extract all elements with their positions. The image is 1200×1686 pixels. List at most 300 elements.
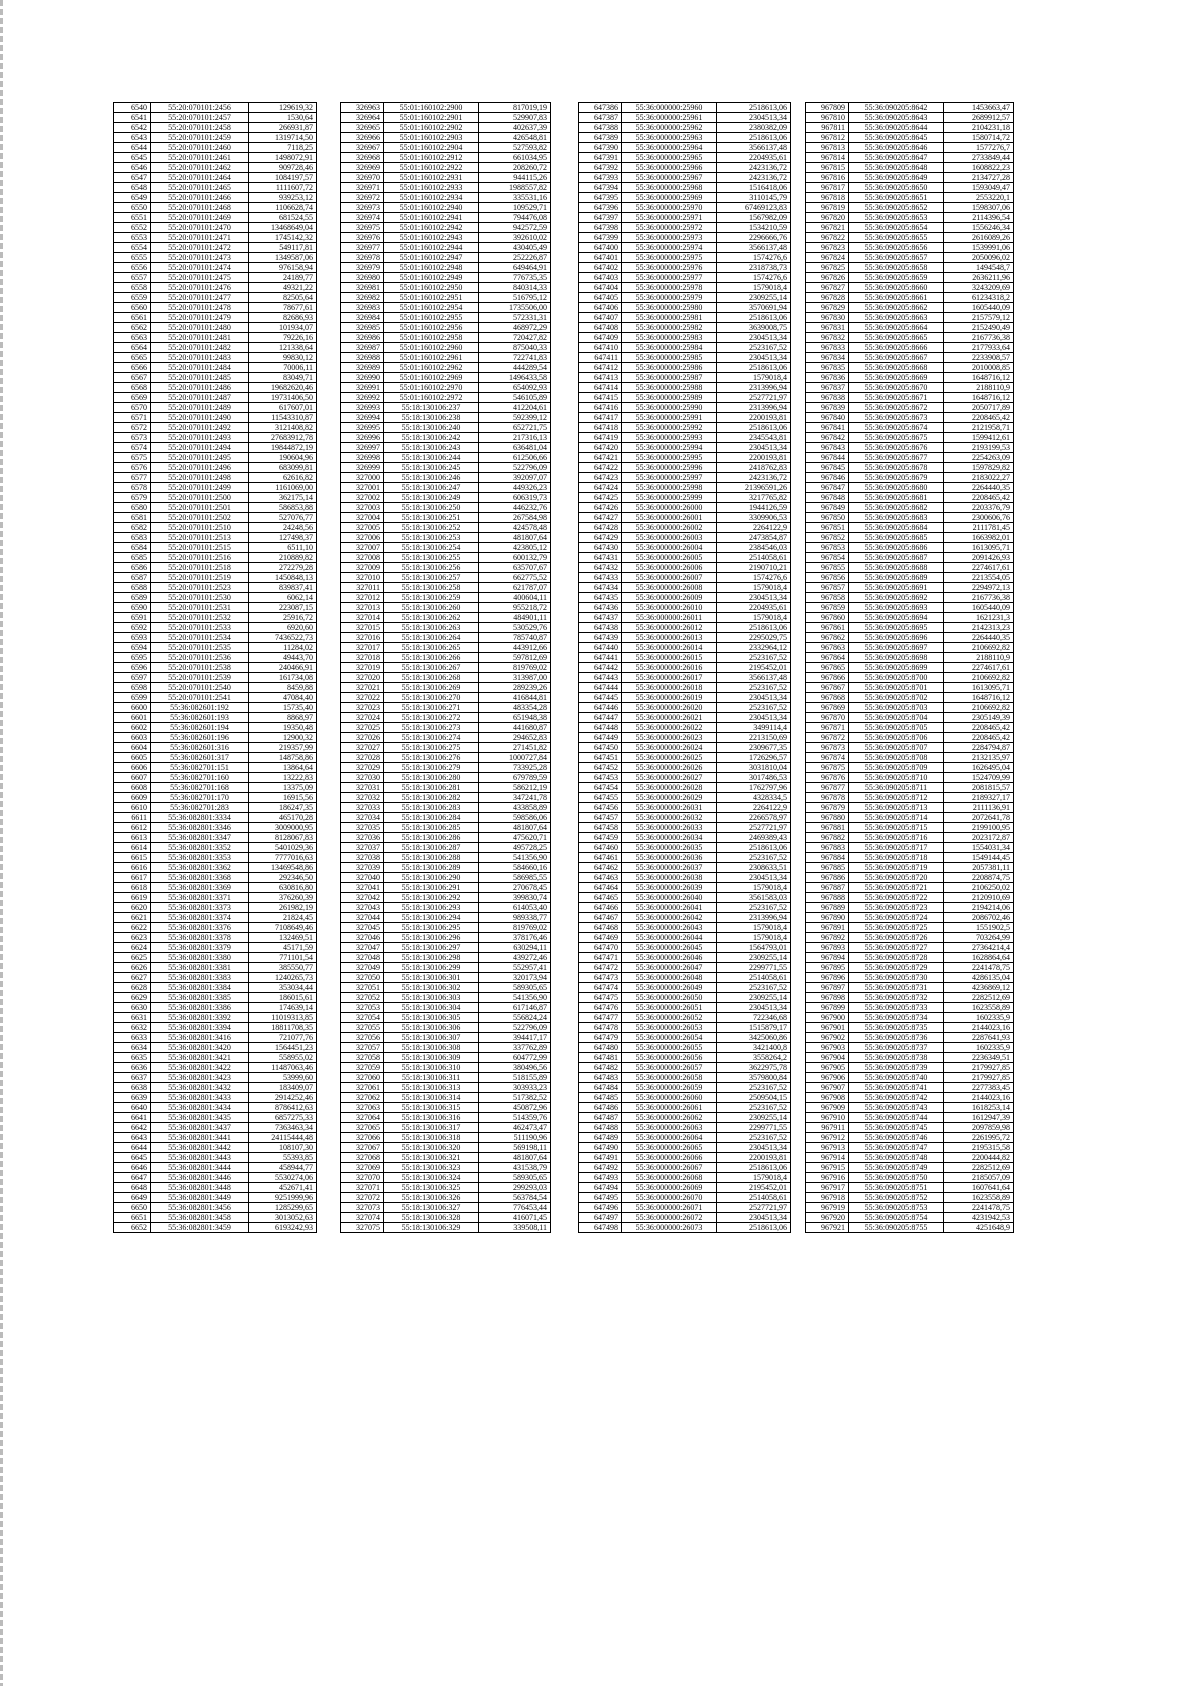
table-row xyxy=(341,493,551,503)
cadastral-number: 55:36:000000:26058 xyxy=(622,1073,717,1083)
cadastral-number: 55:36:090205:8694 xyxy=(849,613,944,623)
table-row xyxy=(341,923,551,933)
row-number: 326980 xyxy=(341,273,384,283)
cadastral-value: 2423136,72 xyxy=(717,473,791,483)
cadastral-value: 2616089,26 xyxy=(944,233,1014,243)
cadastral-number: 55:36:082601:194 xyxy=(151,723,249,733)
cadastral-number: 55:18:130106:260 xyxy=(384,603,479,613)
cadastral-value: 303933,23 xyxy=(479,1083,551,1093)
cadastral-number: 55:36:090205:8705 xyxy=(849,723,944,733)
cadastral-value: 683099,81 xyxy=(249,463,317,473)
row-number: 6640 xyxy=(114,1103,151,1113)
cadastral-value: 450872,96 xyxy=(479,1103,551,1113)
cadastral-value: 2345543,81 xyxy=(717,433,791,443)
table-row xyxy=(114,113,317,123)
row-number: 6577 xyxy=(114,473,151,483)
row-number: 6586 xyxy=(114,563,151,573)
cadastral-number: 55:18:130106:280 xyxy=(384,773,479,783)
cadastral-value: 2200193,81 xyxy=(717,453,791,463)
table-row xyxy=(114,403,317,413)
row-number: 6599 xyxy=(114,693,151,703)
row-number: 6579 xyxy=(114,493,151,503)
row-number: 6621 xyxy=(114,913,151,923)
table-row xyxy=(806,1103,1014,1113)
cadastral-value: 12900,32 xyxy=(249,733,317,743)
cadastral-number: 55:36:082701:170 xyxy=(151,793,249,803)
cadastral-number: 55:36:090205:8710 xyxy=(849,773,944,783)
table-row xyxy=(341,643,551,653)
cadastral-number: 55:18:130106:276 xyxy=(384,753,479,763)
row-number: 327051 xyxy=(341,983,384,993)
table-row xyxy=(341,1193,551,1203)
row-number: 967897 xyxy=(806,983,849,993)
cadastral-value: 394417,17 xyxy=(479,1033,551,1043)
cadastral-value: 2313996,94 xyxy=(717,913,791,923)
table-row xyxy=(806,1033,1014,1043)
table-row xyxy=(806,713,1014,723)
row-number: 326965 xyxy=(341,123,384,133)
cadastral-value: 1988557,82 xyxy=(479,183,551,193)
cadastral-number: 55:36:000000:26060 xyxy=(622,1093,717,1103)
table-row xyxy=(341,163,551,173)
cadastral-value: 1628864,64 xyxy=(944,953,1014,963)
table-row xyxy=(114,443,317,453)
row-number: 647455 xyxy=(579,793,622,803)
table-row xyxy=(579,1093,791,1103)
cadastral-number: 55:18:130106:281 xyxy=(384,783,479,793)
cadastral-value: 2304513,34 xyxy=(717,1143,791,1153)
table-row xyxy=(579,523,791,533)
row-number: 647417 xyxy=(579,413,622,423)
cadastral-value: 444289,54 xyxy=(479,363,551,373)
cadastral-value: 3566137,48 xyxy=(717,243,791,253)
table-row xyxy=(114,793,317,803)
cadastral-number: 55:36:082801:3369 xyxy=(151,883,249,893)
cadastral-number: 55:20:070101:2458 xyxy=(151,123,249,133)
cadastral-number: 55:36:000000:25970 xyxy=(622,203,717,213)
cadastral-number: 55:36:000000:26014 xyxy=(622,643,717,653)
row-number: 327038 xyxy=(341,853,384,863)
row-number: 6634 xyxy=(114,1043,151,1053)
cadastral-value: 636481,04 xyxy=(479,443,551,453)
row-number: 647468 xyxy=(579,923,622,933)
cadastral-value: 2190710,21 xyxy=(717,563,791,573)
table-row xyxy=(341,1133,551,1143)
row-number: 967864 xyxy=(806,653,849,663)
cadastral-number: 55:36:000000:25964 xyxy=(622,143,717,153)
table-row xyxy=(806,113,1014,123)
cadastral-number: 55:01:160102:2948 xyxy=(384,263,479,273)
cadastral-value: 378176,46 xyxy=(479,933,551,943)
table-row xyxy=(806,443,1014,453)
cadastral-number: 55:36:000000:26008 xyxy=(622,583,717,593)
cadastral-number: 55:01:160102:2961 xyxy=(384,353,479,363)
row-number: 647390 xyxy=(579,143,622,153)
table-row xyxy=(114,1193,317,1203)
cadastral-value: 6857275,33 xyxy=(249,1113,317,1123)
table-row xyxy=(341,703,551,713)
cadastral-number: 55:36:090205:8674 xyxy=(849,423,944,433)
table-row xyxy=(579,883,791,893)
cadastral-value: 1161069,00 xyxy=(249,483,317,493)
cadastral-value: 2266578,97 xyxy=(717,813,791,823)
cadastral-value: 2527721,97 xyxy=(717,1203,791,1213)
table-row xyxy=(579,383,791,393)
row-number: 647473 xyxy=(579,973,622,983)
cadastral-value: 955218,72 xyxy=(479,603,551,613)
table-row xyxy=(114,573,317,583)
cadastral-value: 3561583,03 xyxy=(717,893,791,903)
row-number: 647489 xyxy=(579,1133,622,1143)
row-number: 967825 xyxy=(806,263,849,273)
cadastral-number: 55:36:090205:8654 xyxy=(849,223,944,233)
row-number: 327026 xyxy=(341,733,384,743)
row-number: 6643 xyxy=(114,1133,151,1143)
row-number: 6601 xyxy=(114,713,151,723)
cadastral-value: 3622975,78 xyxy=(717,1063,791,1073)
cadastral-number: 55:18:130106:302 xyxy=(384,983,479,993)
table-row xyxy=(114,1223,317,1233)
table-row xyxy=(806,1213,1014,1223)
cadastral-value: 1621231,3 xyxy=(944,613,1014,623)
cadastral-value: 2120910,69 xyxy=(944,893,1014,903)
cadastral-value: 2183022,27 xyxy=(944,473,1014,483)
cadastral-value: 313987,00 xyxy=(479,673,551,683)
table-row xyxy=(806,333,1014,343)
table-row xyxy=(806,403,1014,413)
cadastral-number: 55:36:000000:25996 xyxy=(622,463,717,473)
row-number: 326984 xyxy=(341,313,384,323)
cadastral-value: 2261995,72 xyxy=(944,1133,1014,1143)
cadastral-value: 392097,07 xyxy=(479,473,551,483)
cadastral-value: 589305,65 xyxy=(479,1173,551,1183)
cadastral-number: 55:36:090205:8684 xyxy=(849,523,944,533)
row-number: 967870 xyxy=(806,713,849,723)
table-row xyxy=(341,123,551,133)
table-row xyxy=(341,423,551,433)
cadastral-number: 55:18:130106:259 xyxy=(384,593,479,603)
row-number: 327033 xyxy=(341,803,384,813)
cadastral-value: 2152490,49 xyxy=(944,323,1014,333)
cadastral-value: 2134727,28 xyxy=(944,173,1014,183)
cadastral-number: 55:36:000000:26036 xyxy=(622,853,717,863)
cadastral-value: 529907,83 xyxy=(479,113,551,123)
table-row xyxy=(806,973,1014,983)
table-row xyxy=(806,193,1014,203)
table-row xyxy=(341,263,551,273)
cadastral-number: 55:36:090205:8696 xyxy=(849,633,944,643)
row-number: 327009 xyxy=(341,563,384,573)
cadastral-value: 621787,07 xyxy=(479,583,551,593)
cadastral-value: 552957,41 xyxy=(479,963,551,973)
cadastral-number: 55:36:090205:8739 xyxy=(849,1063,944,1073)
cadastral-number: 55:18:130106:317 xyxy=(384,1123,479,1133)
cadastral-value: 2236349,51 xyxy=(944,1053,1014,1063)
row-number: 967832 xyxy=(806,333,849,343)
cadastral-number: 55:18:130106:268 xyxy=(384,673,479,683)
row-number: 326996 xyxy=(341,433,384,443)
cadastral-value: 654092,93 xyxy=(479,383,551,393)
row-number: 6594 xyxy=(114,643,151,653)
cadastral-value: 270678,45 xyxy=(479,883,551,893)
row-number: 327046 xyxy=(341,933,384,943)
table-row xyxy=(341,943,551,953)
cadastral-number: 55:18:130106:306 xyxy=(384,1023,479,1033)
table-row xyxy=(341,763,551,773)
table-row xyxy=(579,553,791,563)
cadastral-value: 2733849,44 xyxy=(944,153,1014,163)
cadastral-value: 45171,59 xyxy=(249,943,317,953)
cadastral-number: 55:36:000000:26061 xyxy=(622,1103,717,1113)
table-row xyxy=(579,503,791,513)
table-row xyxy=(341,113,551,123)
table-row xyxy=(341,473,551,483)
cadastral-number: 55:18:130106:256 xyxy=(384,563,479,573)
table-row xyxy=(341,103,551,113)
cadastral-number: 55:36:082801:3459 xyxy=(151,1223,249,1233)
row-number: 6561 xyxy=(114,313,151,323)
cadastral-number: 55:36:000000:26045 xyxy=(622,943,717,953)
cadastral-value: 1524709,99 xyxy=(944,773,1014,783)
cadastral-value: 909728,46 xyxy=(249,163,317,173)
table-row xyxy=(806,653,1014,663)
cadastral-number: 55:20:070101:2510 xyxy=(151,523,249,533)
cadastral-value: 1726296,57 xyxy=(717,753,791,763)
table-row xyxy=(341,683,551,693)
cadastral-number: 55:20:070101:2465 xyxy=(151,183,249,193)
cadastral-number: 55:36:082801:3386 xyxy=(151,1003,249,1013)
table-row xyxy=(806,363,1014,373)
row-number: 647427 xyxy=(579,513,622,523)
cadastral-value: 2304513,34 xyxy=(717,1003,791,1013)
cadastral-number: 55:01:160102:2972 xyxy=(384,393,479,403)
table-row xyxy=(579,643,791,653)
cadastral-number: 55:36:000000:25963 xyxy=(622,133,717,143)
row-number: 967855 xyxy=(806,563,849,573)
cadastral-number: 55:20:070101:2485 xyxy=(151,373,249,383)
cadastral-value: 392610,02 xyxy=(479,233,551,243)
cadastral-number: 55:18:130106:296 xyxy=(384,933,479,943)
cadastral-value: 13222,83 xyxy=(249,773,317,783)
row-number: 967921 xyxy=(806,1223,849,1233)
table-column-3 xyxy=(578,102,791,1233)
cadastral-number: 55:36:082601:316 xyxy=(151,743,249,753)
cadastral-number: 55:36:000000:26006 xyxy=(622,563,717,573)
table-row xyxy=(579,783,791,793)
table-row xyxy=(341,623,551,633)
cadastral-value: 1285299,65 xyxy=(249,1203,317,1213)
row-number: 326970 xyxy=(341,173,384,183)
row-number: 326971 xyxy=(341,183,384,193)
table-row xyxy=(806,1223,1014,1233)
cadastral-number: 55:36:090205:8652 xyxy=(849,203,944,213)
table-row xyxy=(806,663,1014,673)
cadastral-value: 11543310,87 xyxy=(249,413,317,423)
cadastral-value: 1240265,73 xyxy=(249,973,317,983)
row-number: 967860 xyxy=(806,613,849,623)
row-number: 967820 xyxy=(806,213,849,223)
table-row xyxy=(579,753,791,763)
table-row xyxy=(341,1073,551,1083)
cadastral-number: 55:36:000000:26040 xyxy=(622,893,717,903)
table-row xyxy=(114,483,317,493)
cadastral-value: 2287641,93 xyxy=(944,1033,1014,1043)
row-number: 6591 xyxy=(114,613,151,623)
row-number: 327056 xyxy=(341,1033,384,1043)
table-row xyxy=(806,913,1014,923)
table-row xyxy=(114,683,317,693)
cadastral-value: 1626495,04 xyxy=(944,763,1014,773)
cadastral-value: 7363463,34 xyxy=(249,1123,317,1133)
cadastral-number: 55:36:000000:25976 xyxy=(622,263,717,273)
cadastral-number: 55:18:130106:275 xyxy=(384,743,479,753)
cadastral-number: 55:36:090205:8712 xyxy=(849,793,944,803)
row-number: 967823 xyxy=(806,243,849,253)
cadastral-value: 722741,83 xyxy=(479,353,551,363)
table-row xyxy=(114,293,317,303)
table-row xyxy=(806,533,1014,543)
row-number: 647453 xyxy=(579,773,622,783)
cadastral-value: 161734,08 xyxy=(249,673,317,683)
table-row xyxy=(579,833,791,843)
cadastral-value: 662775,52 xyxy=(479,573,551,583)
cadastral-number: 55:36:090205:8716 xyxy=(849,833,944,843)
row-number: 6646 xyxy=(114,1163,151,1173)
row-number: 967902 xyxy=(806,1033,849,1043)
row-number: 647457 xyxy=(579,813,622,823)
cadastral-value: 1453663,47 xyxy=(944,103,1014,113)
row-number: 647497 xyxy=(579,1213,622,1223)
row-number: 967882 xyxy=(806,833,849,843)
cadastral-number: 55:36:000000:26021 xyxy=(622,713,717,723)
cadastral-number: 55:18:130106:249 xyxy=(384,493,479,503)
cadastral-number: 55:18:130106:244 xyxy=(384,453,479,463)
row-number: 326974 xyxy=(341,213,384,223)
table-row xyxy=(579,583,791,593)
row-number: 647482 xyxy=(579,1063,622,1073)
table-row xyxy=(579,1183,791,1193)
cadastral-number: 55:36:090205:8725 xyxy=(849,923,944,933)
row-number: 967881 xyxy=(806,823,849,833)
table-row xyxy=(579,343,791,353)
cadastral-value: 271451,82 xyxy=(479,743,551,753)
row-number: 327062 xyxy=(341,1093,384,1103)
cadastral-number: 55:18:130106:267 xyxy=(384,663,479,673)
row-number: 327069 xyxy=(341,1163,384,1173)
row-number: 6554 xyxy=(114,243,151,253)
row-number: 6571 xyxy=(114,413,151,423)
cadastral-value: 2264122,9 xyxy=(717,523,791,533)
table-row xyxy=(579,413,791,423)
row-number: 967852 xyxy=(806,533,849,543)
table-row xyxy=(806,1073,1014,1083)
cadastral-number: 55:36:090205:8748 xyxy=(849,1153,944,1163)
cadastral-number: 55:18:130106:310 xyxy=(384,1063,479,1073)
table-row xyxy=(806,1003,1014,1013)
row-number: 967845 xyxy=(806,463,849,473)
table-row xyxy=(579,893,791,903)
cadastral-value: 109529,71 xyxy=(479,203,551,213)
cadastral-number: 55:36:000000:26000 xyxy=(622,503,717,513)
table-row xyxy=(114,853,317,863)
cadastral-value: 944115,26 xyxy=(479,173,551,183)
table-row xyxy=(114,1093,317,1103)
row-number: 967861 xyxy=(806,623,849,633)
row-number: 6626 xyxy=(114,963,151,973)
row-number: 6598 xyxy=(114,683,151,693)
cadastral-value: 3421400,8 xyxy=(717,1043,791,1053)
cadastral-value: 2121958,71 xyxy=(944,423,1014,433)
cadastral-number: 55:20:070101:2462 xyxy=(151,163,249,173)
cadastral-number: 55:36:000000:26031 xyxy=(622,803,717,813)
table-row xyxy=(341,133,551,143)
cadastral-value: 2179927,85 xyxy=(944,1073,1014,1083)
row-number: 647418 xyxy=(579,423,622,433)
cadastral-value: 679789,59 xyxy=(479,773,551,783)
cadastral-value: 2309255,14 xyxy=(717,293,791,303)
row-number: 327031 xyxy=(341,783,384,793)
row-number: 326976 xyxy=(341,233,384,243)
cadastral-number: 55:36:000000:25965 xyxy=(622,153,717,163)
cadastral-number: 55:18:130106:238 xyxy=(384,413,479,423)
cadastral-value: 441680,87 xyxy=(479,723,551,733)
table-row xyxy=(579,803,791,813)
table-row xyxy=(579,483,791,493)
cadastral-number: 55:36:000000:25987 xyxy=(622,373,717,383)
document-page xyxy=(113,102,1113,1252)
table-row xyxy=(806,903,1014,913)
table-row xyxy=(114,233,317,243)
table-row xyxy=(806,623,1014,633)
table-row xyxy=(114,983,317,993)
table-row xyxy=(806,463,1014,473)
cadastral-value: 1735506,00 xyxy=(479,303,551,313)
cadastral-value: 6511,10 xyxy=(249,543,317,553)
table-row xyxy=(341,1123,551,1133)
row-number: 326993 xyxy=(341,403,384,413)
table-row xyxy=(341,323,551,333)
cadastral-value: 2514058,61 xyxy=(717,553,791,563)
cadastral-value: 49321,22 xyxy=(249,283,317,293)
cadastral-value: 2264440,35 xyxy=(944,633,1014,643)
cadastral-value: 549117,81 xyxy=(249,243,317,253)
table-row xyxy=(341,833,551,843)
row-number: 647429 xyxy=(579,533,622,543)
table-row xyxy=(114,893,317,903)
row-number: 6589 xyxy=(114,593,151,603)
cadastral-number: 55:18:130106:247 xyxy=(384,483,479,493)
table-row xyxy=(579,213,791,223)
row-number: 6595 xyxy=(114,653,151,663)
row-number: 967915 xyxy=(806,1163,849,1173)
row-number: 967858 xyxy=(806,593,849,603)
cadastral-number: 55:18:130106:285 xyxy=(384,823,479,833)
cadastral-value: 2304513,34 xyxy=(717,113,791,123)
cadastral-number: 55:36:000000:26037 xyxy=(622,863,717,873)
cadastral-value: 190604,96 xyxy=(249,453,317,463)
cadastral-value: 1579018,4 xyxy=(717,933,791,943)
cadastral-number: 55:36:000000:25999 xyxy=(622,493,717,503)
row-number: 6573 xyxy=(114,433,151,443)
cadastral-number: 55:36:082801:3421 xyxy=(151,1053,249,1063)
table-row xyxy=(579,963,791,973)
cadastral-number: 55:36:090205:8661 xyxy=(849,293,944,303)
table-row xyxy=(114,1103,317,1113)
table-row xyxy=(341,553,551,563)
table-row xyxy=(806,613,1014,623)
cadastral-number: 55:18:130106:287 xyxy=(384,843,479,853)
table-row xyxy=(579,293,791,303)
